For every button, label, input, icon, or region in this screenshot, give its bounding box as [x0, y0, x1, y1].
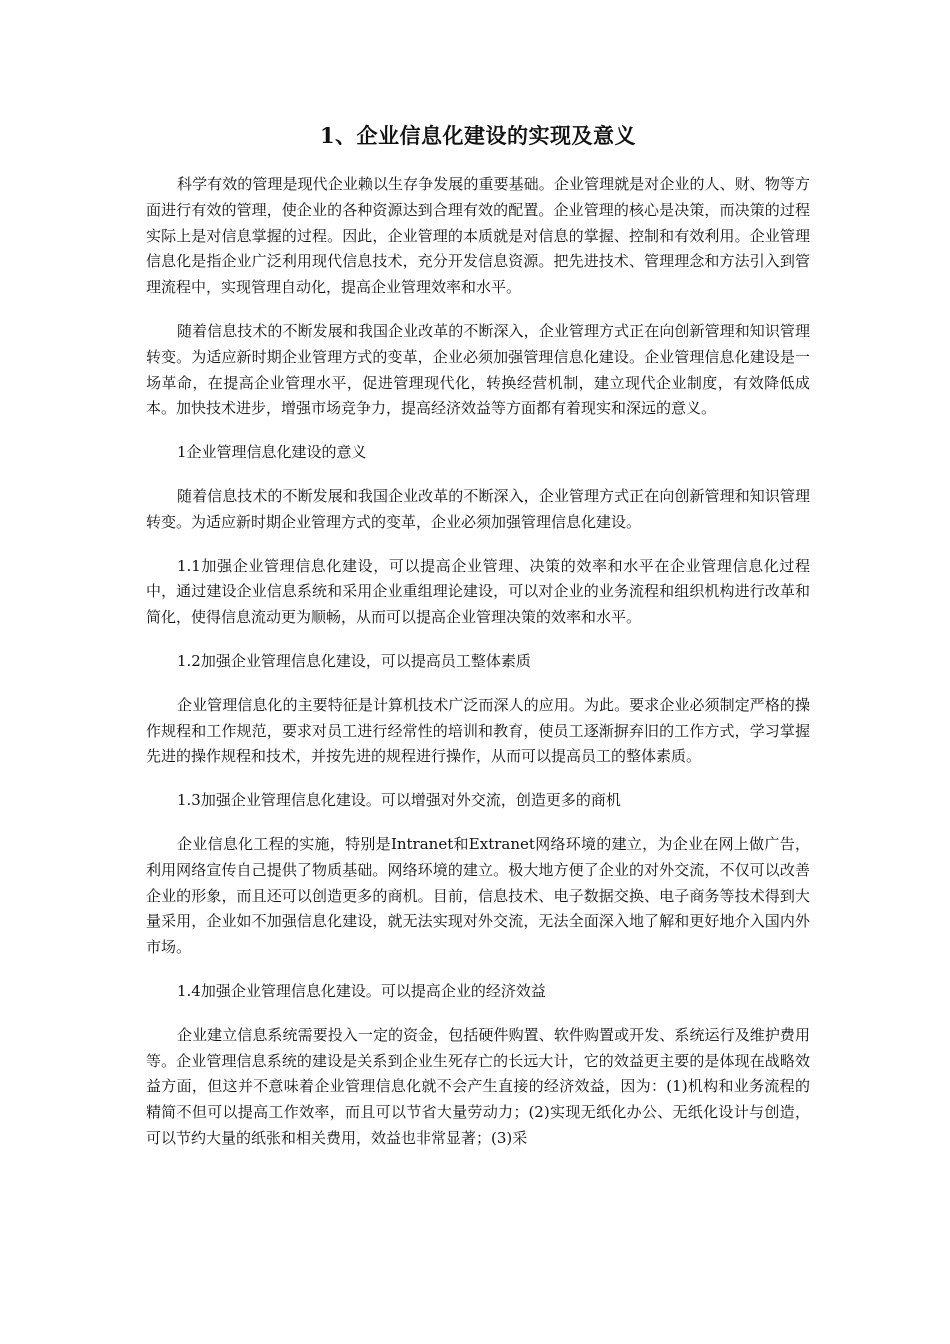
document-page [146, 118, 810, 1170]
paragraph: 随着信息技术的不断发展和我国企业改革的不断深入，企业管理方式正在向创新管理和知识管理转变。为适应新时期企业管理方式的变革，企业必须加强管理信息化建设。企业管理信息化建设是一场革命，在提高企业管理水平，促进管理现代化，转换经营机制，建立现代企业制度，有效降低成本。加快技术进步，增强市场竞争力，提高经济效益等方面都有着现实和深远的意义。 [146, 321, 810, 418]
section-heading: 1.4加强企业管理信息化建设。可以提高企业的经济效益 [177, 981, 546, 1000]
paragraph: 科学有效的管理是现代企业赖以生存争发展的重要基础。企业管理就是对企业的人、财、物等方面进行有效的管理，使企业的各种资源达到合理有效的配置。企业管理的核心是决策，而决策的过程实际上是对信息掌握的过程。因此，企业管理的本质就是对信息的掌握、控制和有效利用。企业管理信息化是指企业广泛利用现代信息技术，充分开发信息资源。把先进技术、管理理念和方法引入到管理流程中，实现管理自动化，提高企业管理效率和水平。 [146, 175, 810, 297]
paragraph: 随着信息技术的不断发展和我国企业改革的不断深入，企业管理方式正在向创新管理和知识管理转变。为适应新时期企业管理方式的变革，企业必须加强管理信息化建设。 [146, 486, 810, 531]
section-heading: 1企业管理信息化建设的意义 [177, 443, 367, 462]
paragraph: 企业建立信息系统需要投入一定的资金，包括硬件购置、软件购置或开发、系统运行及维护费用等。企业管理信息系统的建设是关系到企业生死存亡的长远大计，它的效益更主要的是体现在战略效益方面，但这并不意味着企业管理信息化就不会产生直接的经济效益，因为：(1)机构和业务流程的精简不但可以提高工作效率，而且可以节省大量劳动力；(2)实现无纸化办公、无纸化设计与创造，可以节约大量的纸张和相关费用，效益也非常显著；(3)采 [146, 1025, 810, 1147]
section-heading: 1.3加强企业管理信息化建设。可以增强对外交流，创造更多的商机 [177, 791, 621, 810]
paragraph: 企业信息化工程的实施，特别是Intranet和Extranet网络环境的建立，为企业在网上做广告，利用网络宣传自己提供了物质基础。网络环境的建立。极大地方便了企业的对外交流，不仅可以改善企业的形象，而且还可以创造更多的商机。目前，信息技术、电子数据交换、电子商务等技术得到大量采用，企业如不加强信息化建设，就无法实现对外交流，无法全面深入地了解和更好地介入国内外市场。 [146, 834, 810, 957]
paragraph: 企业管理信息化的主要特征是计算机技术广泛而深人的应用。为此。要求企业必须制定严格的操作规程和工作规范，要求对员工进行经常性的培训和教育，使员工逐渐摒弃旧的工作方式，学习掌握先进的操作规程和技术，并按先进的规程进行操作，从而可以提高员工的整体素质。 [146, 695, 810, 766]
document-title: 1、企业信息化建设的实现及意义 [319, 123, 637, 148]
section-heading: 1.2加强企业管理信息化建设，可以提高员工整体素质 [177, 651, 531, 670]
paragraph: 1.1加强企业管理信息化建设，可以提高企业管理、决策的效率和水平在企业管理信息化过程中，通过建设企业信息系统和采用企业重组理论建设，可以对企业的业务流程和组织机构进行改革和简化，使得信息流动更为顺畅，从而可以提高企业管理决策的效率和水平。 [146, 556, 810, 627]
